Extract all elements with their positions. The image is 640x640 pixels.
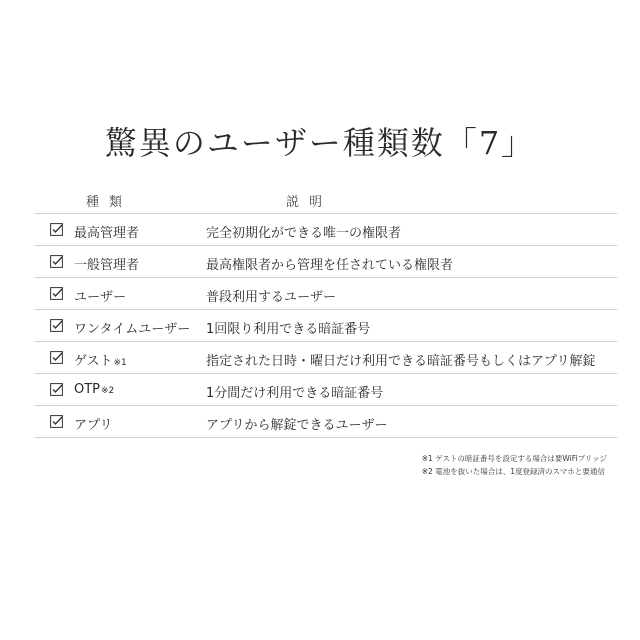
row-description: 完全初期化ができる唯一の権限者 [206, 226, 402, 241]
footnote: ※1 ゲストの暗証番号を設定する場合は要WiFiブリッジ [421, 454, 607, 463]
row-description: 最高権限者から管理を任されている権限者 [206, 258, 454, 273]
table-row [35, 245, 617, 277]
row-type: ワンタイムユーザー [74, 322, 191, 337]
checkbox-checked-icon [50, 223, 63, 236]
checkbox-checked-icon [50, 319, 63, 332]
row-type: 最高管理者 [74, 226, 140, 241]
table-row [35, 405, 617, 438]
table-row [35, 341, 617, 373]
row-type: ユーザー [74, 290, 127, 305]
table-header [0, 191, 640, 211]
footnotes [422, 452, 607, 478]
checkbox-checked-icon [50, 415, 63, 428]
header-description: 説明 [286, 195, 333, 210]
checkbox-checked-icon [50, 287, 63, 300]
row-description: アプリから解錠できるユーザー [206, 418, 388, 433]
page-title: 驚異のユーザー種類数「7」 [104, 124, 536, 162]
row-type: 一般管理者 [74, 258, 140, 273]
user-types-table [35, 213, 617, 438]
row-description: 1回限り利用できる暗証番号 [206, 322, 371, 337]
table-row [35, 213, 617, 245]
footnote: ※2 電池を抜いた場合は、1度登録済のスマホと要通信 [421, 467, 605, 476]
table-row [35, 373, 617, 405]
row-type: アプリ [74, 418, 113, 433]
table-row [35, 277, 617, 309]
row-type: OTP※2 [74, 382, 115, 397]
checkbox-checked-icon [50, 383, 63, 396]
row-type: ゲスト※1 [74, 354, 127, 369]
checkbox-checked-icon [50, 351, 63, 364]
row-description: 1分間だけ利用できる暗証番号 [206, 386, 384, 401]
checkbox-checked-icon [50, 255, 63, 268]
row-description: 普段利用するユーザー [206, 290, 337, 305]
header-type: 種類 [86, 195, 133, 210]
table-row [35, 309, 617, 341]
row-description: 指定された日時・曜日だけ利用できる暗証番号もしくはアプリ解錠 [206, 354, 596, 369]
